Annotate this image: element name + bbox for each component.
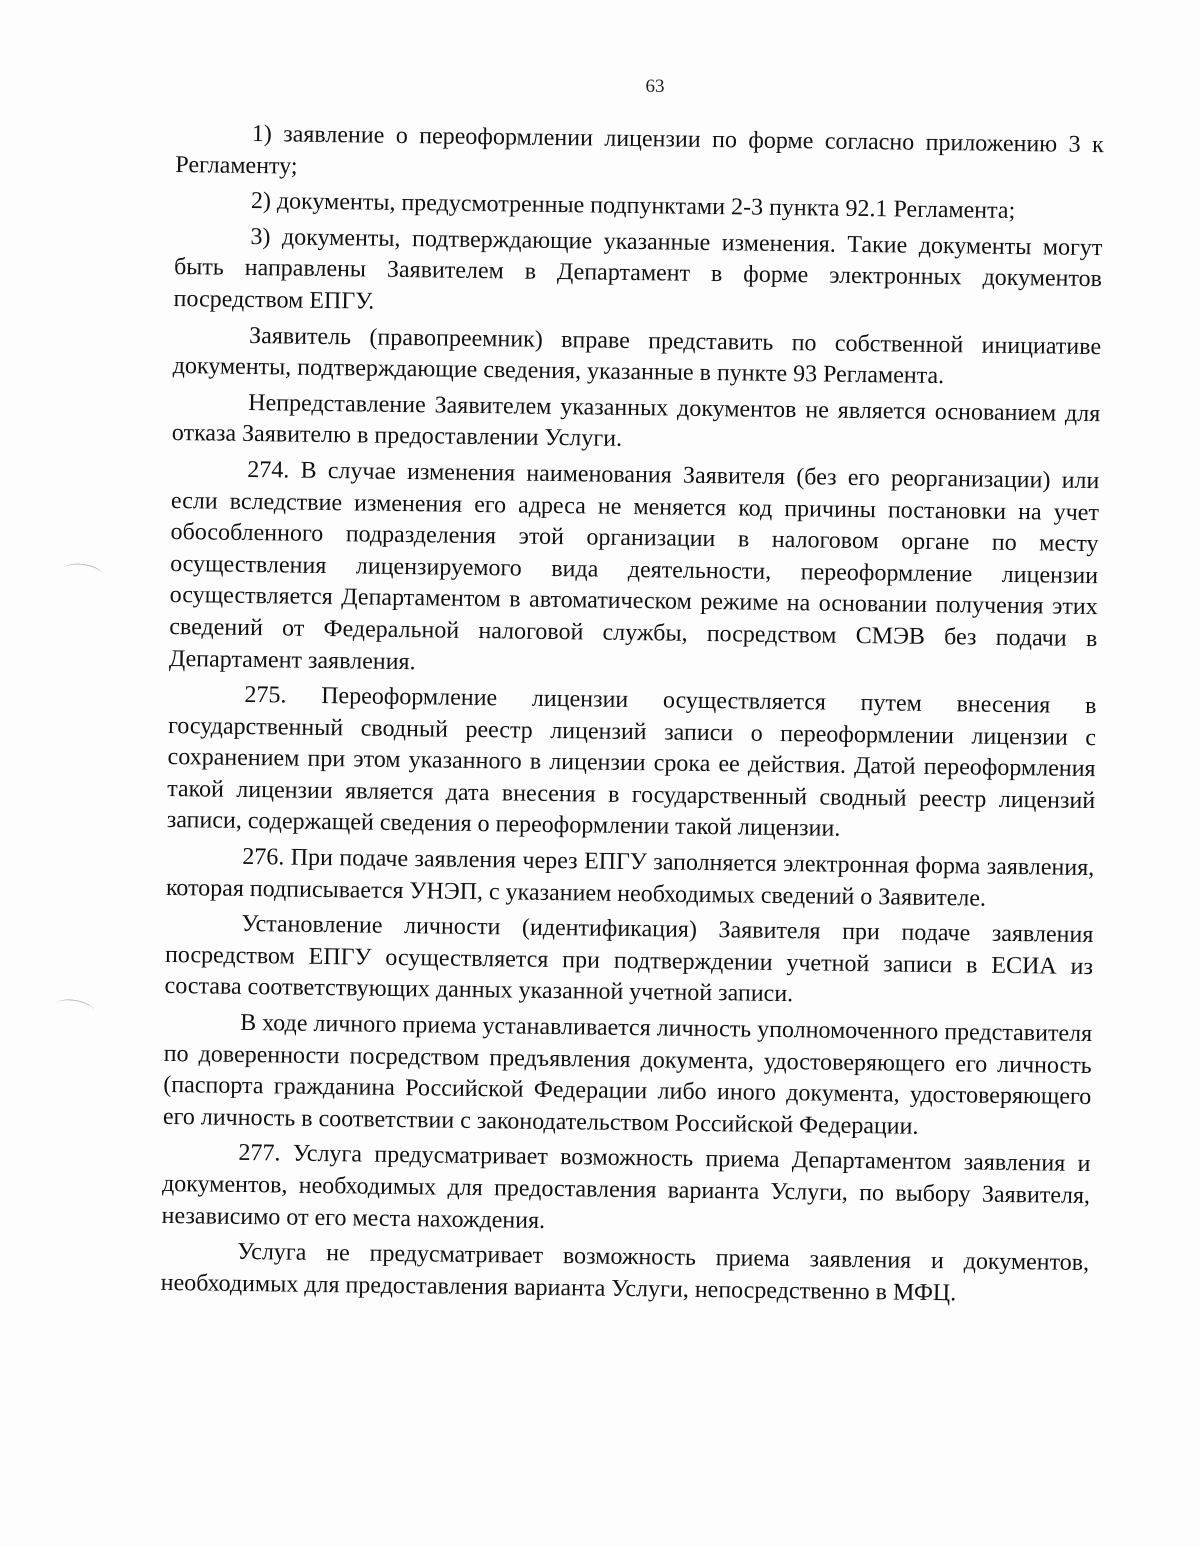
paragraph-277: 277. Услуга предусматривает возможность приема Департаментом заявления и документов, необходимых для предоставления варианта Услуги, по выбору Заявителя, независимо от его места нахождения.: [161, 1140, 1091, 1234]
scan-artifact-mark: [55, 997, 95, 1018]
paragraph-276: 276. При подаче заявления через ЕПГУ заполняется электронная форма заявления, которая подписывается УНЭП, с указанием необходимых сведений о Заявителе.: [165, 843, 1095, 912]
paragraph-item-1: 1) заявление о переоформлении лицензии по форме согласно приложению 3 к Регламенту;: [175, 120, 1104, 180]
paragraph-applicant-right: Заявитель (правопреемник) вправе представить по собственной инициативе документы, подтверждающие сведения, указанные в пункте 93 Регламента.: [172, 322, 1102, 390]
paragraph-275: 275. Переоформление лицензии осуществляется путем внесения в государственный сводный реестр лицензий записи о переоформлении лицензии с сохранением при этом указанного в лицензии срока ее действия. Датой переоформления такой лицензии является дата внесения в государственный сводный реестр лицензий записи, содержащей сведения о переоформлении такой лицензии.: [166, 682, 1097, 843]
paragraph-mfc: Услуга не предусматривает возможность приема заявления и документов, необходимых для предоставления варианта Услуги, непосредственно в МФЦ.: [160, 1239, 1090, 1307]
paragraph-274: 274. В случае изменения наименования Заявителя (без его реорганизации) или если вследствие изменения его адреса не меняется код причины постановки на учет обособленного подразделения этой организации в налоговом органе по месту осуществления лицензируемого вида деятельности, переоформление лицензии осуществляется Департаментом в автоматическом режиме на основании получения этих сведений от Федеральной налоговой службы, посредством СМЭВ без подачи в Департамент заявления.: [168, 456, 1100, 675]
paragraph-non-submission: Непредставление Заявителем указанных документов не является основанием для отказа Заявителю в предоставлении Услуги.: [171, 389, 1101, 453]
page-number: 63: [645, 76, 665, 97]
paragraph-identification: Установление личности (идентификация) Заявителя при подаче заявления посредством ЕПГУ осуществляется при подтверждении учетной записи в ЕСИА из состава соответствующих данных указанной учетной записи.: [164, 911, 1094, 1008]
paragraph-item-2: 2) документы, предусмотренные подпунктами 2-3 пункта 92.1 Регламента;: [250, 188, 1016, 225]
paragraph-personal-reception: В ходе личного приема устанавливается личность уполномоченного представителя по доверенности посредством предъявления документа, удостоверяющего его личность (паспорта гражданина Российской Федерации либо иного документа, удостоверяющего его личность в соответствии с законодательством Российской Федерации.: [162, 1009, 1093, 1140]
paragraph-item-3: 3) документы, подтверждающие указанные изменения. Такие документы могут быть направлены Заявителем в Департамент в форме электронных документов посредством ЕПГУ.: [173, 223, 1103, 315]
document-body: [160, 118, 1103, 1315]
scan-artifact-mark: [63, 561, 103, 581]
